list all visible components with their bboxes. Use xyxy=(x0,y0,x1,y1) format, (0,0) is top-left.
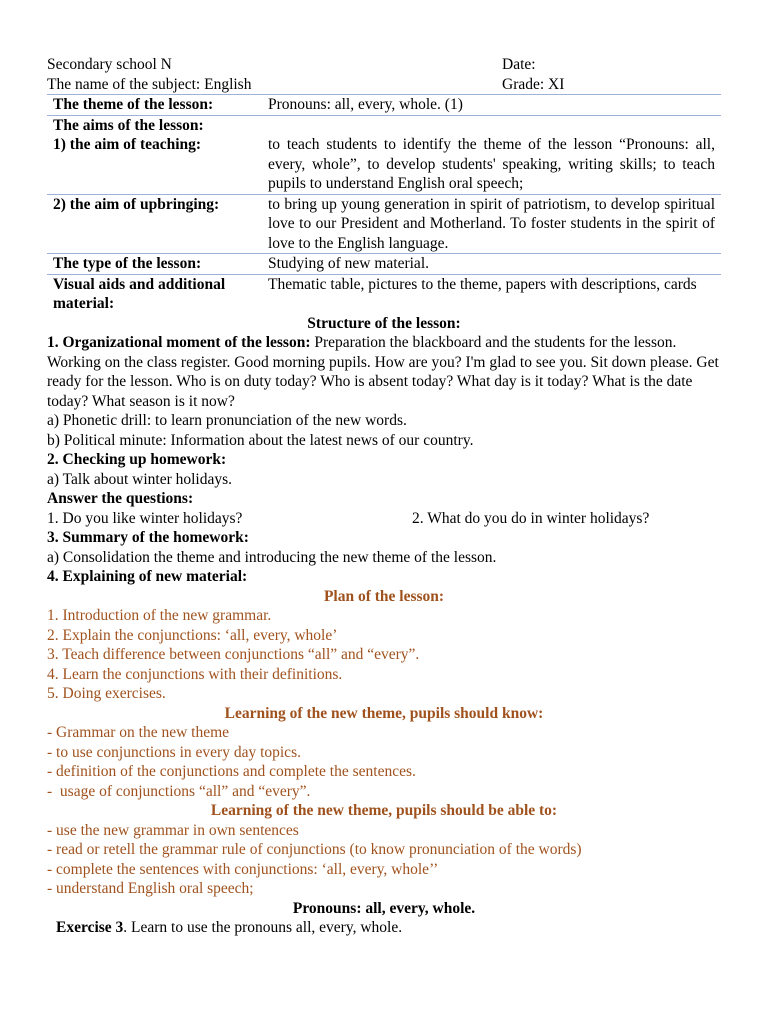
lesson-type-label: The type of the lesson: xyxy=(53,255,202,272)
answer-heading: Answer the questions: xyxy=(47,490,194,507)
able-list xyxy=(47,821,721,899)
upbringing-aim-value: to bring up young generation in spirit of patriotism, to develop spiritual love to our President and Motherland. To foster students in the spirit of love to the English language. xyxy=(268,195,715,252)
know-item: - definition of the conjunctions and complete the sentences. xyxy=(47,763,416,780)
upbringing-aim-label: 2) the aim of upbringing: xyxy=(53,195,220,213)
questions-row xyxy=(47,509,721,529)
organizational-paragraph xyxy=(47,333,721,411)
teaching-aim-row xyxy=(47,135,721,194)
plan-title: Plan of the lesson: xyxy=(323,587,445,605)
visual-aids-value: Thematic table, pictures to the theme, papers with descriptions, cards xyxy=(268,275,697,293)
plan-list xyxy=(47,606,721,704)
able-item: - read or retell the grammar rule of conjunctions (to know pronunciation of the words) xyxy=(47,841,582,858)
lesson-info-table xyxy=(47,94,721,314)
date-field: Date: xyxy=(502,56,536,73)
structure-title: Structure of the lesson: xyxy=(307,314,461,332)
plan-item: 1. Introduction of the new grammar. xyxy=(47,607,272,624)
aims-row xyxy=(47,115,721,135)
pronouns-title: Pronouns: all, every, whole. xyxy=(292,899,476,917)
able-item: - use the new grammar in own sentences xyxy=(47,821,299,839)
theme-row xyxy=(47,95,721,116)
header-row-2 xyxy=(47,75,721,95)
upbringing-aim-row xyxy=(47,194,721,254)
plan-item: 4. Learn the conjunctions with their definitions. xyxy=(47,665,343,683)
summary-heading: 3. Summary of the homework: xyxy=(47,529,249,546)
political-minute: b) Political minute: Information about the latest news of our country. xyxy=(47,431,474,449)
aims-label: The aims of the lesson: xyxy=(53,116,204,134)
school-name: Secondary school N xyxy=(47,56,172,73)
homework-item: a) Talk about winter holidays. xyxy=(47,470,233,488)
question-2: 2. What do you do in winter holidays? xyxy=(412,509,650,527)
grade-field: Grade: XI xyxy=(502,75,565,93)
exercise-line xyxy=(47,918,721,938)
plan-item: 3. Teach difference between conjunctions “all” and “every”. xyxy=(47,646,420,663)
question-1: 1. Do you like winter holidays? xyxy=(47,509,243,527)
plan-item: 2. Explain the conjunctions: ‘all, every, whole’ xyxy=(47,626,338,644)
lesson-plan-page xyxy=(47,55,721,938)
know-item: - to use conjunctions in every day topics. xyxy=(47,743,301,761)
summary-item: a) Consolidation the theme and introducing the new theme of the lesson. xyxy=(47,548,497,566)
organizational-heading: 1. Organizational moment of the lesson: xyxy=(47,334,311,351)
visual-aids-row xyxy=(47,274,721,314)
explain-heading: 4. Explaining of new material: xyxy=(47,568,248,585)
homework-heading: 2. Checking up homework: xyxy=(47,451,227,468)
header-row-1 xyxy=(47,55,721,75)
visual-aids-label: Visual aids and additional material: xyxy=(53,275,226,312)
teaching-aim-label: 1) the aim of teaching: xyxy=(53,136,202,153)
know-item: - usage of conjunctions “all” and “every”. xyxy=(47,782,311,800)
phonetic-drill: a) Phonetic drill: to learn pronunciation of the new words. xyxy=(47,412,407,429)
subject-name: The name of the subject: English xyxy=(47,75,252,93)
exercise-text: . Learn to use the pronouns all, every, whole. xyxy=(123,919,403,936)
know-list xyxy=(47,723,721,801)
able-item: - understand English oral speech; xyxy=(47,880,254,897)
organizational-text: Preparation the blackboard and the students for the lesson. Working on the class register. Good morning pupils. How are you? I'm glad to see you. Sit down please. Get ready for the lesson. Who is on duty today? Who is absent today? What day is it today? What is the date today? What season is it now? xyxy=(47,334,719,410)
lesson-type-value: Studying of new material. xyxy=(268,255,429,272)
lesson-type-row xyxy=(47,254,721,275)
theme-label: The theme of the lesson: xyxy=(53,96,214,113)
able-title: Learning of the new theme, pupils should be able to: xyxy=(210,802,558,819)
able-item: - complete the sentences with conjunctions: ‘all, every, whole’’ xyxy=(47,860,439,878)
teaching-aim-value: to teach students to identify the theme of the lesson “Pronouns: all, every, whole”, to develop students' speaking, writing skills; to teach pupils to understand English oral speech; xyxy=(268,136,715,192)
know-item: - Grammar on the new theme xyxy=(47,724,230,741)
exercise-label: Exercise 3 xyxy=(56,919,124,936)
plan-item: 5. Doing exercises. xyxy=(47,685,166,702)
theme-value: Pronouns: all, every, whole. (1) xyxy=(268,96,463,113)
know-title: Learning of the new theme, pupils should know: xyxy=(224,704,544,722)
